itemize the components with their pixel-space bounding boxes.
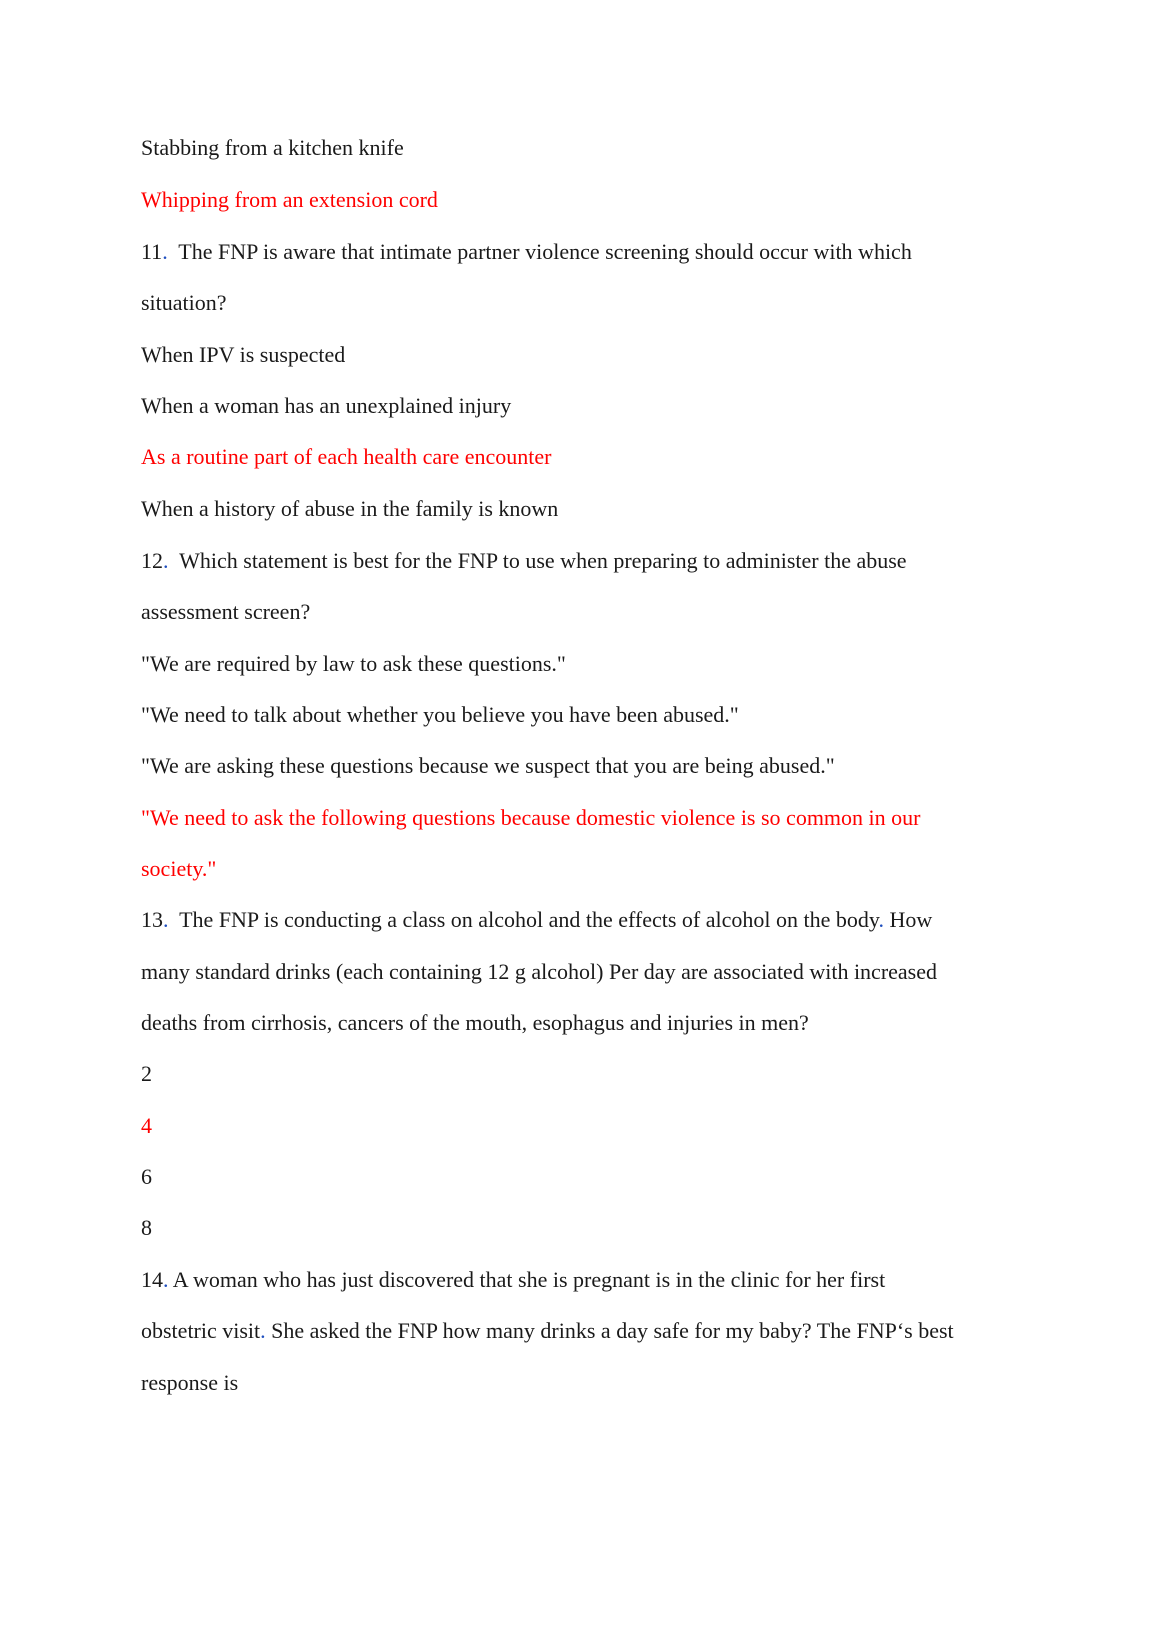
q14-number: 14 <box>141 1267 163 1292</box>
q13-option-d: 8 <box>141 1215 152 1240</box>
q14-stem-text-a: obstetric visit <box>141 1318 261 1343</box>
q12-option-b: "We need to talk about whether you believe you have been abused." <box>141 702 739 727</box>
q12-option-a: "We are required by law to ask these questions." <box>141 651 566 676</box>
q13-stem-text-a: The FNP is conducting a class on alcohol and the effects of alcohol on the body <box>179 907 879 932</box>
q13-option-c: 6 <box>141 1164 152 1189</box>
q13-option-b-correct: 4 <box>141 1113 152 1138</box>
q11-stem-line1 <box>141 239 912 265</box>
q13-stem-line1 <box>141 907 932 933</box>
q14-stem-text: A woman who has just discovered that she is pregnant is in the clinic for her first <box>172 1267 886 1292</box>
q11-number-dot: . <box>162 239 168 264</box>
q12-number: 12 <box>141 548 163 573</box>
q12-option-d-correct-line2: society." <box>141 856 217 881</box>
q12-stem-line2: assessment screen? <box>141 599 311 624</box>
q14-number-dot: . <box>163 1267 169 1292</box>
q10-option-c: Stabbing from a kitchen knife <box>141 135 404 160</box>
q13-option-a: 2 <box>141 1061 152 1086</box>
q12-stem-line1 <box>141 548 907 574</box>
q13-stem-text-b: How <box>889 907 933 932</box>
q12-option-c: "We are asking these questions because we suspect that you are being abused." <box>141 753 835 778</box>
q11-option-b: When a woman has an unexplained injury <box>141 393 512 418</box>
q14-stem-line2 <box>141 1318 954 1344</box>
q13-stem-line2: many standard drinks (each containing 12 g alcohol) Per day are associated with increased <box>141 959 937 984</box>
q13-number: 13 <box>141 907 163 932</box>
q13-stem-line3: deaths from cirrhosis, cancers of the mouth, esophagus and injuries in men? <box>141 1010 809 1035</box>
q11-option-a: When IPV is suspected <box>141 342 346 367</box>
q11-option-c-correct: As a routine part of each health care encounter <box>141 444 552 469</box>
q11-number: 11 <box>141 239 163 264</box>
q12-stem-text: Which statement is best for the FNP to use when preparing to administer the abuse <box>179 548 907 573</box>
q14-sentence-dot: . <box>260 1318 266 1343</box>
q14-stem-line3: response is <box>141 1370 239 1395</box>
q12-option-d-correct-line1: "We need to ask the following questions because domestic violence is so common in our <box>141 805 921 830</box>
q11-option-d: When a history of abuse in the family is known <box>141 496 559 521</box>
q11-stem-line2: situation? <box>141 290 227 315</box>
q10-option-d-correct: Whipping from an extension cord <box>141 187 438 212</box>
q13-sentence-dot: . <box>878 907 884 932</box>
q12-number-dot: . <box>163 548 169 573</box>
q11-stem-text: The FNP is aware that intimate partner violence screening should occur with which <box>178 239 912 264</box>
q13-number-dot: . <box>163 907 169 932</box>
q14-stem-line1 <box>141 1267 885 1293</box>
q14-stem-text-b: She asked the FNP how many drinks a day safe for my baby? The FNP‘s best <box>271 1318 954 1343</box>
